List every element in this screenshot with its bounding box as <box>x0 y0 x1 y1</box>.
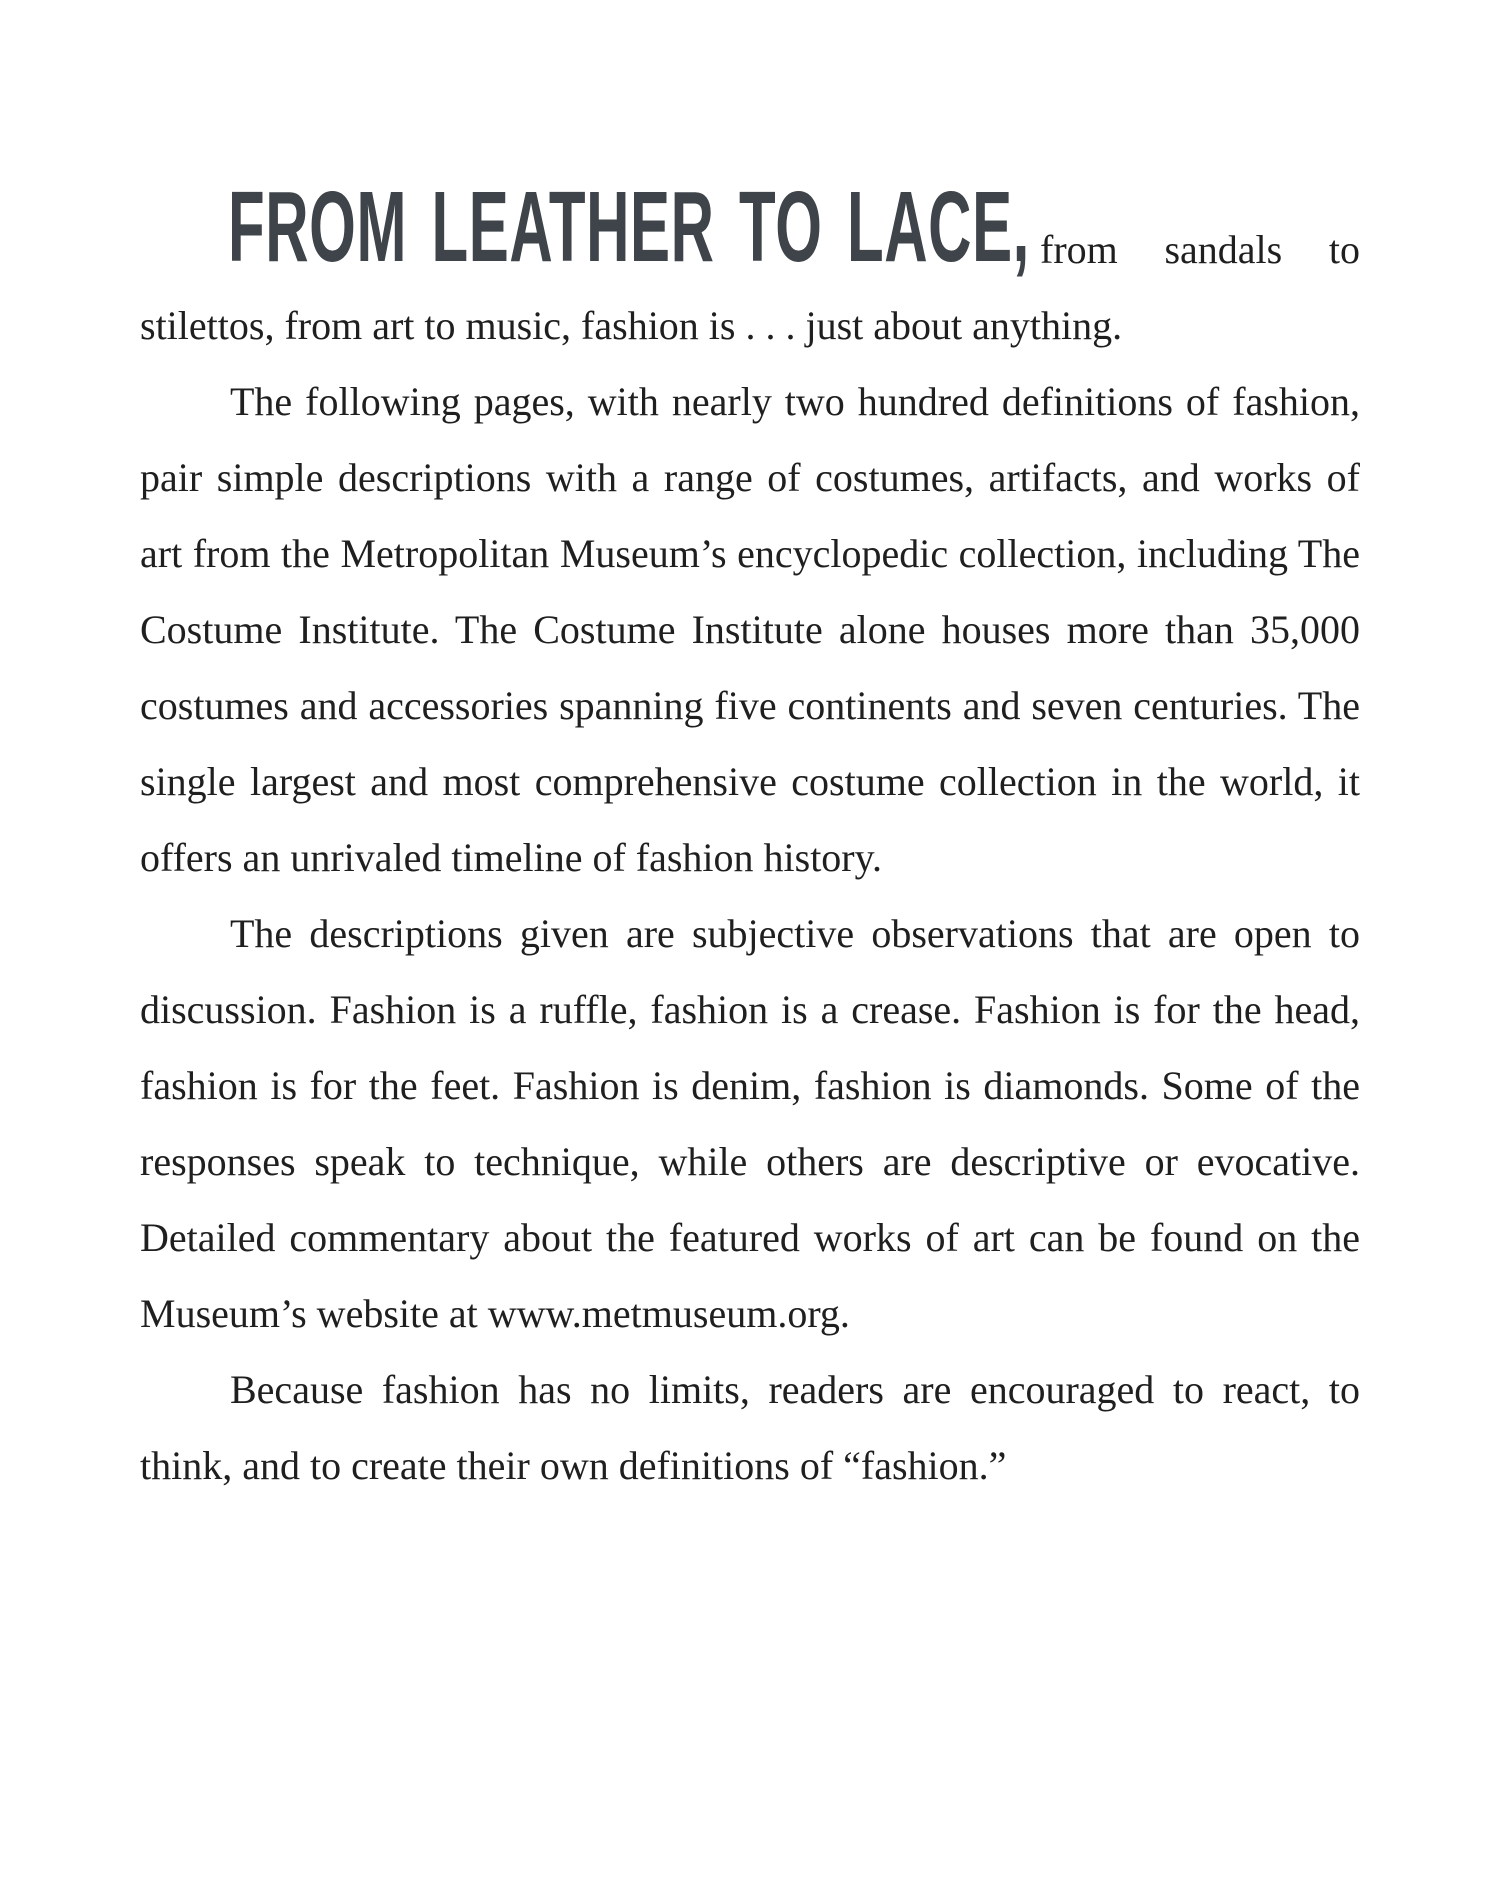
headline: FROM LEATHER TO LACE, <box>228 171 1030 283</box>
intro-continuation: from sandals to stilettos, from art to music, fashion is . . . just about anything. <box>140 227 1360 348</box>
body-paragraph: Because fashion has no limits, readers are encouraged to react, to think, and to create their own definitions of “fashion.” <box>140 1367 1360 1488</box>
intro-paragraph <box>140 171 1360 364</box>
body-paragraph: The descriptions given are subjective observations that are open to discussion. Fashion is a ruffle, fashion is a crease. Fashion is for the head, fashion is for the feet. Fashion is denim, fashion is diamonds. Some of the responses speak to technique, while others are descriptive or evocative. Detailed commentary about the featured works of art can be found on the Museum’s website at www.metmuseum.org. <box>140 911 1360 1336</box>
body-paragraph: The following pages, with nearly two hundred definitions of fashion, pair simple descriptions with a range of costumes, artifacts, and works of art from the Metropolitan Museum’s encyclopedic collection, including The Costume Institute. The Costume Institute alone houses more than 35,000 costumes and accessories spanning five continents and seven centuries. The single largest and most comprehensive costume collection in the world, it offers an unrivaled timeline of fashion history. <box>140 379 1360 880</box>
text-block <box>140 171 1360 1504</box>
